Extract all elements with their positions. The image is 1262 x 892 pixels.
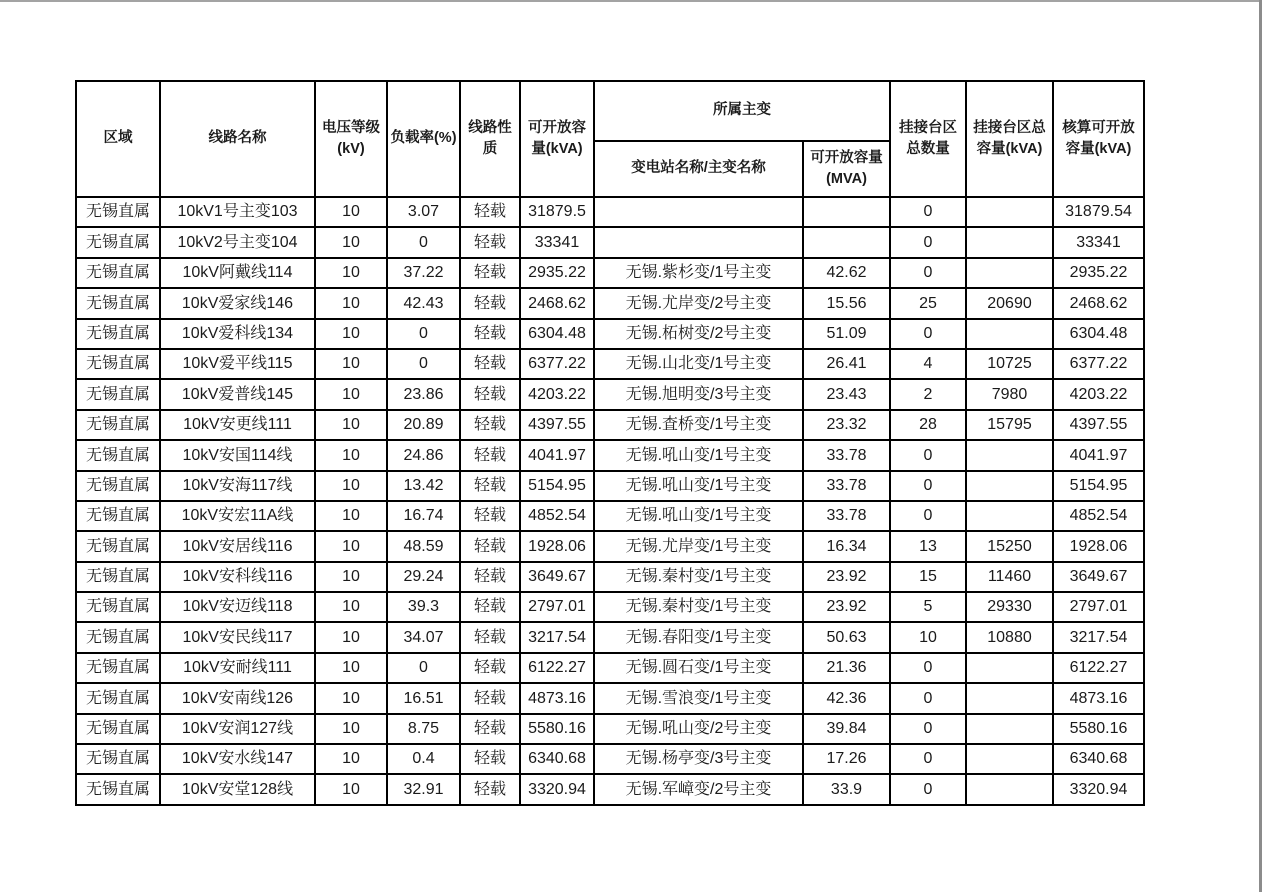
table-cell: 23.32 — [803, 410, 890, 440]
table-row — [76, 531, 1144, 561]
table-cell: 5154.95 — [1053, 471, 1144, 501]
table-cell — [966, 440, 1053, 470]
table-cell — [966, 501, 1053, 531]
table-cell: 无锡.雪浪变/1号主变 — [594, 683, 803, 713]
table-row — [76, 501, 1144, 531]
table-body — [76, 197, 1144, 805]
table-cell: 4397.55 — [520, 410, 594, 440]
table-cell: 33.78 — [803, 440, 890, 470]
table-cell: 31879.54 — [1053, 197, 1144, 227]
table-row — [76, 379, 1144, 409]
header-line-name: 线路名称 — [160, 81, 315, 197]
table-cell: 无锡.尤岸变/2号主变 — [594, 288, 803, 318]
table-cell: 39.84 — [803, 714, 890, 744]
table-cell — [803, 197, 890, 227]
table-cell — [594, 197, 803, 227]
table-cell — [966, 197, 1053, 227]
table-cell: 6304.48 — [520, 319, 594, 349]
table-cell: 1928.06 — [1053, 531, 1144, 561]
table-cell: 无锡直属 — [76, 774, 160, 804]
table-cell: 10kV阿戴线114 — [160, 258, 315, 288]
table-cell: 无锡.旭明变/3号主变 — [594, 379, 803, 409]
table-cell: 0 — [890, 227, 966, 257]
table-cell: 10kV安耐线111 — [160, 653, 315, 683]
table-cell: 无锡.山北变/1号主变 — [594, 349, 803, 379]
table-cell: 0 — [387, 349, 460, 379]
table-row — [76, 197, 1144, 227]
table-cell: 6377.22 — [520, 349, 594, 379]
table-cell: 无锡.紫杉变/1号主变 — [594, 258, 803, 288]
table-cell: 0 — [890, 197, 966, 227]
table-cell: 4873.16 — [520, 683, 594, 713]
table-cell: 39.3 — [387, 592, 460, 622]
table-cell: 10 — [315, 531, 387, 561]
table-cell — [966, 258, 1053, 288]
table-cell: 0 — [890, 471, 966, 501]
table-row — [76, 592, 1144, 622]
table-row — [76, 622, 1144, 652]
table-cell: 4203.22 — [1053, 379, 1144, 409]
table-cell: 23.86 — [387, 379, 460, 409]
table-row — [76, 288, 1144, 318]
header-open-capacity-mva: 可开放容量(MVA) — [803, 141, 890, 197]
table-cell: 10 — [315, 744, 387, 774]
table-cell: 轻载 — [460, 410, 520, 440]
table-cell: 无锡直属 — [76, 379, 160, 409]
table-cell: 10 — [315, 653, 387, 683]
table-cell: 13 — [890, 531, 966, 561]
table-row — [76, 349, 1144, 379]
table-cell: 无锡直属 — [76, 288, 160, 318]
table-cell: 17.26 — [803, 744, 890, 774]
table-cell: 3217.54 — [1053, 622, 1144, 652]
table-cell: 20.89 — [387, 410, 460, 440]
table-cell: 3217.54 — [520, 622, 594, 652]
table-row — [76, 410, 1144, 440]
table-cell: 无锡.吼山变/2号主变 — [594, 714, 803, 744]
table-cell: 10kV安润127线 — [160, 714, 315, 744]
table-cell: 10kV1号主变103 — [160, 197, 315, 227]
table-cell: 轻载 — [460, 471, 520, 501]
table-cell: 无锡.秦村变/1号主变 — [594, 592, 803, 622]
table-cell: 无锡.军嶂变/2号主变 — [594, 774, 803, 804]
table-cell: 15795 — [966, 410, 1053, 440]
table-cell: 10 — [315, 683, 387, 713]
table-cell: 无锡直属 — [76, 714, 160, 744]
table-row — [76, 258, 1144, 288]
table-cell: 轻载 — [460, 501, 520, 531]
table-cell — [966, 774, 1053, 804]
header-voltage-level: 电压等级(kV) — [315, 81, 387, 197]
table-cell: 51.09 — [803, 319, 890, 349]
table-cell: 10kV安科线116 — [160, 562, 315, 592]
table-cell: 10 — [315, 258, 387, 288]
table-cell: 无锡直属 — [76, 319, 160, 349]
table-cell: 29.24 — [387, 562, 460, 592]
capacity-table — [75, 80, 1145, 806]
table-row — [76, 440, 1144, 470]
table-row — [76, 774, 1144, 804]
table-row — [76, 714, 1144, 744]
table-cell — [966, 683, 1053, 713]
table-cell: 10kV安水线147 — [160, 744, 315, 774]
table-cell: 2935.22 — [1053, 258, 1144, 288]
table-cell: 无锡直属 — [76, 410, 160, 440]
table-cell: 轻载 — [460, 562, 520, 592]
table-cell: 0 — [890, 501, 966, 531]
table-cell: 4397.55 — [1053, 410, 1144, 440]
header-line-nature: 线路性质 — [460, 81, 520, 197]
table-cell: 4041.97 — [1053, 440, 1144, 470]
table-cell: 32.91 — [387, 774, 460, 804]
table-cell: 5 — [890, 592, 966, 622]
table-cell: 11460 — [966, 562, 1053, 592]
table-cell: 6377.22 — [1053, 349, 1144, 379]
table-cell: 轻载 — [460, 774, 520, 804]
table-cell: 7980 — [966, 379, 1053, 409]
table-cell: 33.78 — [803, 471, 890, 501]
header-station-count: 挂接台区总数量 — [890, 81, 966, 197]
table-cell: 无锡直属 — [76, 197, 160, 227]
table-cell: 10 — [315, 288, 387, 318]
table-cell: 无锡直属 — [76, 744, 160, 774]
table-cell: 10 — [315, 227, 387, 257]
table-cell: 6340.68 — [1053, 744, 1144, 774]
table-cell: 10kV爱普线145 — [160, 379, 315, 409]
table-row — [76, 319, 1144, 349]
table-cell: 4852.54 — [520, 501, 594, 531]
table-cell: 0 — [890, 440, 966, 470]
table-cell: 5154.95 — [520, 471, 594, 501]
table-cell: 5580.16 — [520, 714, 594, 744]
table-cell: 无锡直属 — [76, 683, 160, 713]
header-row-1 — [76, 81, 1144, 141]
table-cell: 16.74 — [387, 501, 460, 531]
table-cell: 23.92 — [803, 562, 890, 592]
table-cell: 无锡.圆石变/1号主变 — [594, 653, 803, 683]
table-cell: 21.36 — [803, 653, 890, 683]
table-cell: 10 — [315, 440, 387, 470]
table-cell: 2797.01 — [1053, 592, 1144, 622]
table-row — [76, 471, 1144, 501]
table-cell: 2468.62 — [520, 288, 594, 318]
header-load-rate: 负载率(%) — [387, 81, 460, 197]
table-cell: 无锡直属 — [76, 258, 160, 288]
table-cell: 16.34 — [803, 531, 890, 561]
table-row — [76, 227, 1144, 257]
table-cell: 无锡直属 — [76, 440, 160, 470]
table-cell: 10kV安国114线 — [160, 440, 315, 470]
table-cell: 10kV爱科线134 — [160, 319, 315, 349]
table-cell: 28 — [890, 410, 966, 440]
page-edge-top — [0, 0, 1262, 2]
table-cell — [803, 227, 890, 257]
table-cell: 25 — [890, 288, 966, 318]
table-row — [76, 683, 1144, 713]
table-cell: 10 — [315, 379, 387, 409]
table-cell: 10kV爱家线146 — [160, 288, 315, 318]
table-cell: 无锡.吼山变/1号主变 — [594, 501, 803, 531]
table-row — [76, 744, 1144, 774]
table-cell: 无锡.春阳变/1号主变 — [594, 622, 803, 652]
table-cell: 4852.54 — [1053, 501, 1144, 531]
table-cell: 0 — [387, 227, 460, 257]
table-cell: 6340.68 — [520, 744, 594, 774]
table-cell: 50.63 — [803, 622, 890, 652]
table-cell: 无锡.柘树变/2号主变 — [594, 319, 803, 349]
table-cell: 轻载 — [460, 622, 520, 652]
table-cell: 轻载 — [460, 288, 520, 318]
table-cell: 16.51 — [387, 683, 460, 713]
table-cell: 42.43 — [387, 288, 460, 318]
table-row — [76, 562, 1144, 592]
table-cell: 6122.27 — [520, 653, 594, 683]
table-cell: 10kV安迈线118 — [160, 592, 315, 622]
table-cell: 15.56 — [803, 288, 890, 318]
table-cell: 无锡.尤岸变/1号主变 — [594, 531, 803, 561]
table-cell: 轻载 — [460, 744, 520, 774]
table-cell: 轻载 — [460, 319, 520, 349]
table-cell: 5580.16 — [1053, 714, 1144, 744]
table-cell: 0 — [890, 653, 966, 683]
table-cell: 3.07 — [387, 197, 460, 227]
table-cell: 6304.48 — [1053, 319, 1144, 349]
table-cell: 无锡.査桥变/1号主变 — [594, 410, 803, 440]
table-cell: 4203.22 — [520, 379, 594, 409]
table-cell: 29330 — [966, 592, 1053, 622]
table-cell: 轻载 — [460, 653, 520, 683]
table-cell: 轻载 — [460, 197, 520, 227]
table-cell: 无锡直属 — [76, 562, 160, 592]
table-cell: 2935.22 — [520, 258, 594, 288]
table-cell: 37.22 — [387, 258, 460, 288]
header-calculated-capacity: 核算可开放容量(kVA) — [1053, 81, 1144, 197]
table-cell: 0 — [890, 744, 966, 774]
table-cell: 轻载 — [460, 714, 520, 744]
header-substation-name: 变电站名称/主变名称 — [594, 141, 803, 197]
table-cell: 轻载 — [460, 683, 520, 713]
table-cell: 10 — [315, 319, 387, 349]
table-cell: 10 — [315, 501, 387, 531]
table-cell: 6122.27 — [1053, 653, 1144, 683]
table-cell: 10 — [315, 349, 387, 379]
table-cell: 3320.94 — [1053, 774, 1144, 804]
table-row — [76, 653, 1144, 683]
table-cell: 轻载 — [460, 592, 520, 622]
table-cell: 1928.06 — [520, 531, 594, 561]
table-header — [76, 81, 1144, 197]
header-region: 区域 — [76, 81, 160, 197]
table-cell: 13.42 — [387, 471, 460, 501]
table-cell: 无锡.吼山变/1号主变 — [594, 440, 803, 470]
table-cell: 10 — [315, 562, 387, 592]
table-cell: 4873.16 — [1053, 683, 1144, 713]
table-cell: 10kV安居线116 — [160, 531, 315, 561]
table-cell: 无锡直属 — [76, 349, 160, 379]
table-cell: 10880 — [966, 622, 1053, 652]
table-cell: 10 — [315, 622, 387, 652]
table-cell: 无锡直属 — [76, 653, 160, 683]
table-cell: 轻载 — [460, 227, 520, 257]
table-cell: 42.62 — [803, 258, 890, 288]
table-cell: 无锡直属 — [76, 227, 160, 257]
table-cell: 3649.67 — [520, 562, 594, 592]
table-cell: 0 — [890, 319, 966, 349]
table-cell: 10 — [315, 714, 387, 744]
table-cell — [594, 227, 803, 257]
table-cell: 33341 — [1053, 227, 1144, 257]
header-parent-transformer: 所属主变 — [594, 81, 890, 141]
header-open-capacity-kva: 可开放容量(kVA) — [520, 81, 594, 197]
table-cell: 10 — [315, 592, 387, 622]
table-cell: 48.59 — [387, 531, 460, 561]
table-cell — [966, 227, 1053, 257]
table-cell: 10kV爱平线115 — [160, 349, 315, 379]
table-cell: 4041.97 — [520, 440, 594, 470]
table-cell: 无锡直属 — [76, 501, 160, 531]
table-cell: 10kV安更线111 — [160, 410, 315, 440]
table-cell: 4 — [890, 349, 966, 379]
table-cell: 轻载 — [460, 440, 520, 470]
table-cell: 无锡直属 — [76, 592, 160, 622]
table-cell: 33.78 — [803, 501, 890, 531]
table-cell: 10kV安南线126 — [160, 683, 315, 713]
table-cell: 10 — [315, 471, 387, 501]
table-cell: 3320.94 — [520, 774, 594, 804]
table-cell: 0 — [890, 258, 966, 288]
table-cell: 10kV安民线117 — [160, 622, 315, 652]
table-cell: 无锡.秦村变/1号主变 — [594, 562, 803, 592]
table-cell: 10kV2号主变104 — [160, 227, 315, 257]
table-cell: 轻载 — [460, 258, 520, 288]
table-cell: 33.9 — [803, 774, 890, 804]
table-cell: 0 — [387, 653, 460, 683]
table-cell: 10 — [315, 197, 387, 227]
table-cell: 10 — [890, 622, 966, 652]
table-cell: 0 — [387, 319, 460, 349]
table-cell: 2797.01 — [520, 592, 594, 622]
table-cell: 无锡直属 — [76, 531, 160, 561]
table-cell: 0 — [890, 683, 966, 713]
table-cell: 无锡直属 — [76, 471, 160, 501]
table-cell: 34.07 — [387, 622, 460, 652]
table-cell: 15 — [890, 562, 966, 592]
table-cell: 0 — [890, 774, 966, 804]
table-cell: 33341 — [520, 227, 594, 257]
table-cell: 26.41 — [803, 349, 890, 379]
table-cell: 2 — [890, 379, 966, 409]
table-cell: 轻载 — [460, 379, 520, 409]
table-cell — [966, 714, 1053, 744]
header-station-capacity: 挂接台区总容量(kVA) — [966, 81, 1053, 197]
table-cell: 无锡直属 — [76, 622, 160, 652]
table-cell: 10kV安宏11A线 — [160, 501, 315, 531]
table-cell: 10725 — [966, 349, 1053, 379]
table-cell: 10 — [315, 774, 387, 804]
table-cell — [966, 744, 1053, 774]
table-cell: 24.86 — [387, 440, 460, 470]
table-cell: 23.92 — [803, 592, 890, 622]
table-cell: 轻载 — [460, 349, 520, 379]
table-cell: 23.43 — [803, 379, 890, 409]
table-cell: 31879.5 — [520, 197, 594, 227]
table-cell: 42.36 — [803, 683, 890, 713]
table-cell: 10 — [315, 410, 387, 440]
table-cell — [966, 471, 1053, 501]
table-cell: 3649.67 — [1053, 562, 1144, 592]
table-cell: 无锡.吼山变/1号主变 — [594, 471, 803, 501]
table-cell: 8.75 — [387, 714, 460, 744]
table-cell: 20690 — [966, 288, 1053, 318]
table-cell: 无锡.杨亭变/3号主变 — [594, 744, 803, 774]
table-cell: 0.4 — [387, 744, 460, 774]
table-cell: 10kV安海117线 — [160, 471, 315, 501]
table-cell: 0 — [890, 714, 966, 744]
table-cell: 轻载 — [460, 531, 520, 561]
table-cell — [966, 319, 1053, 349]
table-cell: 15250 — [966, 531, 1053, 561]
table-cell — [966, 653, 1053, 683]
table-cell: 2468.62 — [1053, 288, 1144, 318]
table-cell: 10kV安堂128线 — [160, 774, 315, 804]
